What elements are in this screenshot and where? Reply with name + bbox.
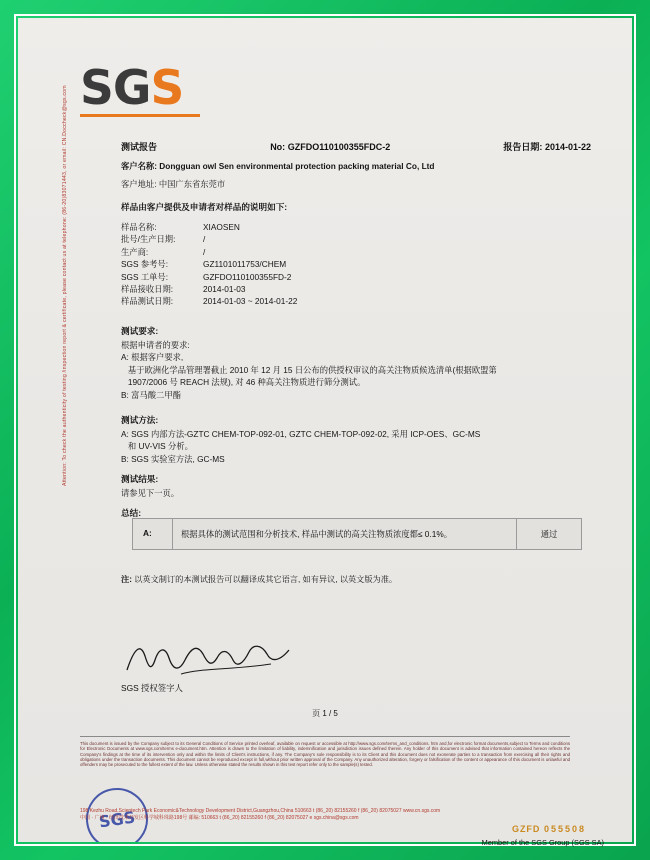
sample-value: 2014-01-03 ~ 2014-01-22 bbox=[203, 296, 298, 307]
sample-info-list bbox=[121, 221, 591, 308]
requirements-line: 1907/2006 号 REACH 法规), 对 46 种高关注物质进行筛分测试。 bbox=[121, 377, 366, 388]
report-header-row bbox=[121, 140, 591, 153]
summary-table bbox=[132, 518, 582, 550]
report-number-value: GZFDO110100355FDC-2 bbox=[287, 142, 391, 152]
client-name-value: Dongguan owl Sen environmental protection packing material Co, Ltd bbox=[159, 161, 435, 171]
sample-label: 批号/生产日期: bbox=[121, 234, 176, 245]
client-address-label: 客户地址: bbox=[121, 179, 157, 189]
sample-row bbox=[121, 271, 591, 283]
requirements-title: 测试要求: bbox=[121, 326, 159, 336]
report-date bbox=[503, 140, 591, 153]
sample-value: XIAOSEN bbox=[203, 222, 240, 232]
signature-label: SGS 授权签字人 bbox=[121, 683, 183, 693]
sample-value: GZ1101011753/CHEM bbox=[203, 259, 287, 270]
requirements-body bbox=[121, 339, 591, 401]
requirements-line: 根据申请者的要求: bbox=[121, 340, 190, 350]
gzfd-label: GZFD bbox=[511, 824, 541, 834]
results-body bbox=[121, 487, 591, 499]
summary-title: 总结: bbox=[121, 508, 142, 518]
methods-line: B: SGS 实验室方法, GC-MS bbox=[121, 453, 225, 464]
client-name-label: 客户名称: bbox=[121, 161, 157, 171]
results-title: 测试结果: bbox=[121, 474, 159, 484]
sample-value: 2014-01-03 bbox=[203, 284, 246, 295]
sample-label: SGS 参考号: bbox=[121, 259, 169, 270]
footer-disclaimer: This document is issued by the Company subject to its General Conditions of Service printed overleaf, available on request or accessible at http://www.sgs.com/terms_and_conditions. htm and,for electronic format documents,subject to Terms and conditions for Electronic Documents at www.sgs.com/terms e-document.htm. Attention is drawn to the limitation of liability, indemnification and jurisdiction issues defined therein. Any holder of this document is advised that information contained hereon reflects the Company's findings at the time of its intervention only and within the limits of Client's instructions, if any. The Company's sole responsibility is to its Client and this document does not exonerate parties to a transaction from exercising all their rights and obligations under the transaction documents. This document cannot be reproduced except in full,without prior written approval of the Company. Any unauthorized alteration, forgery or falsification of the content or appearance of this document is unlawful and offenders may be prosecuted to the fullest extent of the law. Unless otherwise stated the results shown in this test report refer only to the sample(s) tested. bbox=[80, 741, 570, 768]
sample-label: 样品测试日期: bbox=[121, 296, 174, 307]
report-number bbox=[270, 142, 390, 152]
sample-section-heading: 样品由客户提供及申请者对样品的说明如下: bbox=[121, 202, 288, 212]
footer-address bbox=[80, 808, 480, 822]
methods-line: A: SGS 内部方法-GZTC CHEM-TOP-092-01, GZTC CHEM-TOP-092-02, 采用 ICP-OES、GC-MS bbox=[121, 429, 481, 439]
methods-body bbox=[121, 428, 591, 465]
summary-row-description: 根据具体的测试范围和分析技术, 样品中测试的高关注物质浓度都≤ 0.1%。 bbox=[173, 519, 517, 549]
page-number: 页 1 / 5 bbox=[312, 709, 338, 718]
footer-divider bbox=[80, 736, 570, 737]
sample-value: / bbox=[203, 234, 206, 245]
sample-row bbox=[121, 246, 591, 258]
handwritten-signature bbox=[121, 638, 381, 680]
client-address-row bbox=[121, 178, 591, 190]
side-authenticity-notice: Attention: To check the authenticity of testing /inspection report & certificate, please contact us at telephone: (86-20)83071443, or email: CN.Doccheck@sgs.com bbox=[62, 85, 68, 486]
sample-value: / bbox=[203, 246, 206, 257]
methods-line: 和 UV-VIS 分析。 bbox=[121, 441, 193, 452]
sample-row bbox=[121, 233, 591, 245]
summary-row-id: A: bbox=[133, 519, 173, 549]
report-date-label: 报告日期: bbox=[503, 142, 543, 152]
client-address-value: 中国广东省东莞市 bbox=[158, 179, 226, 189]
summary-row-verdict: 通过 bbox=[540, 529, 558, 539]
translation-note bbox=[121, 574, 591, 585]
company-stamp-text: SGS bbox=[97, 807, 137, 831]
footer-address-en: 198 Kezhu Road,Scientech Park Economic&Technology Development District,Guangzhou,China 510663 t (86_20) 82155260 f (86_20) 82075027 www.cn.sgs.com bbox=[80, 808, 441, 814]
note-prefix: 注: bbox=[121, 575, 132, 584]
sample-label: 样品名称: bbox=[121, 222, 157, 232]
sample-label: 生产商: bbox=[121, 246, 149, 257]
requirements-line: B: 富马酸二甲酯 bbox=[121, 389, 181, 400]
note-text: 以英文制订的本测试报告可以翻译成其它语言, 如有异议, 以英文版为准。 bbox=[134, 575, 398, 584]
gzfd-code bbox=[512, 824, 586, 834]
sample-row bbox=[121, 283, 591, 295]
sample-row bbox=[121, 295, 591, 307]
requirements-line: 基于欧洲化学品管理署截止 2010 年 12 月 15 日公布的供授权审议的高关注物质候选清单(根据欧盟第 bbox=[121, 364, 497, 375]
sample-value: GZFDO110100355FD-2 bbox=[203, 271, 292, 282]
document-page bbox=[18, 18, 632, 842]
report-date-value: 2014-01-22 bbox=[544, 142, 591, 152]
signature-svg bbox=[121, 638, 301, 680]
report-title: 测试报告 bbox=[121, 142, 158, 152]
sgs-logo-sg: SG bbox=[80, 61, 151, 116]
sgs-logo-s: S bbox=[150, 61, 184, 116]
signature-block bbox=[121, 638, 381, 694]
report-number-label: No: bbox=[270, 142, 286, 152]
sgs-logo bbox=[80, 61, 200, 117]
requirements-line: A: 根据客户要求, bbox=[121, 352, 184, 363]
footer-block bbox=[18, 736, 632, 767]
sgs-logo-text bbox=[80, 61, 200, 116]
gzfd-number: 055508 bbox=[543, 824, 586, 834]
member-line: Member of the SGS Group (SGS SA) bbox=[481, 838, 604, 847]
sample-row bbox=[121, 258, 591, 270]
results-line: 请参见下一页。 bbox=[121, 488, 180, 498]
sample-row bbox=[121, 221, 591, 233]
footer-address-cn: 中国 · 广州 · 经济技术开发区科学城科珠路198号 邮编: 510663 t (86_20) 82155260 f (86_20) 82075027 e sgs.china@sgs.com bbox=[80, 815, 359, 821]
sample-label: SGS 工单号: bbox=[121, 271, 169, 282]
sample-label: 样品接收日期: bbox=[121, 284, 174, 295]
client-name-row bbox=[121, 160, 591, 172]
methods-title: 测试方法: bbox=[121, 415, 159, 425]
